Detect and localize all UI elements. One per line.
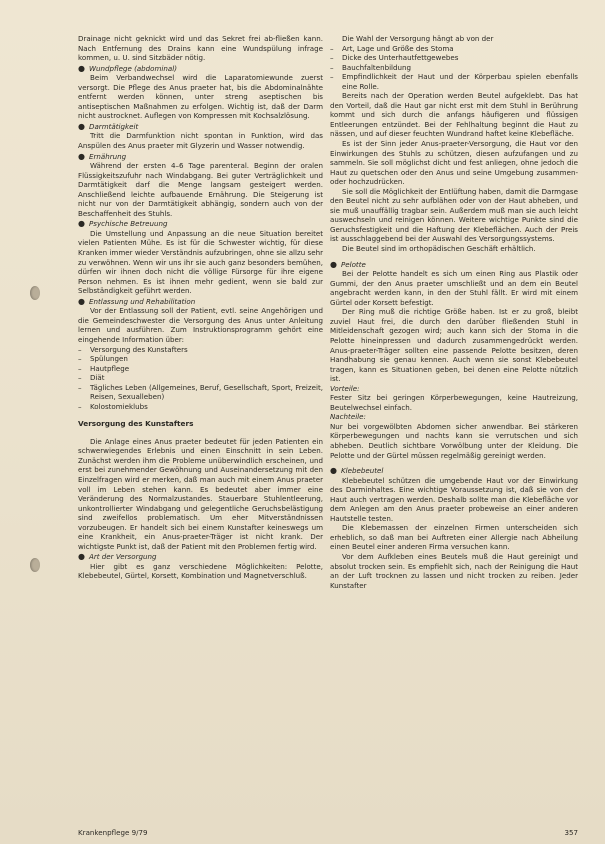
paragraph: Während der ersten 4–6 Tage parenteral. Beginn der oralen Flüssigkeitszufuhr nach Windabgang. Bei guter Verträglichkeit und Darmtätigkeit darf die Menge langsam gesteigert werden. Anschließend leichte aufbauende Ernährung. Die Steigerung ist nicht nur von der Darmtätigkeit abhängig, sondern auch von der Beschaffenheit des Stuhls. [78, 161, 323, 218]
bullet-icon: ● [78, 296, 85, 306]
list-item: – Diät [78, 373, 323, 383]
list-item: – Versorgung des Kunstafters [78, 345, 323, 355]
paragraph: Die Umstellung und Anpassung an die neue Situation bereitet vielen Patienten Mühe. Es ist für die Schwester wichtig, für diese Kranken immer wieder Verständnis aufzubringen, ohne sie allzu sehr zu verwöhnen. Wenn wir uns ihr sie auch ganz besonders bemühen, dürfen wir ihnen doch nicht die völlige Fürsorge für ihre eigene Person nehmen. Es ist ihnen mehr gedient, wenn sie bald zur Selbständigkeit geführt werden. [78, 228, 323, 296]
paragraph: Die Klebemassen der einzelnen Firmen unterscheiden sich erheblich, so daß man bei Auftreten einer Allergie nach Abheilung einen Beutel einer anderen Firma versuchen kann. [330, 523, 578, 552]
bullet-icon: ● [78, 219, 85, 229]
label-nachteile: Nachteile: [330, 412, 366, 422]
paragraph: Nur bei vorgewölbten Abdomen sicher anwendbar. Bei stärkeren Körperbewegungen und nachts kann sie verrutschen und sich abheben. Deutlich sichtbare Vorwölbung unter der Kleidung. Die Pelotte und der Gürtel müssen regelmäßig gereinigt werden. [330, 421, 578, 460]
section-heading-art-der-versorgung: ● Art der Versorgung [78, 552, 157, 562]
paragraph: Fester Sitz bei geringen Körperbewegungen, keine Hautreizung, Beutelwechsel einfach. [330, 393, 578, 412]
list-item: – Empfindlichkeit der Haut und der Körperbau spielen ebenfalls eine Rolle. [330, 72, 578, 91]
paragraph: Drainage nicht geknickt wird und das Sekret frei ab-fließen kann. Nach Entfernung des Drains kann eine Wundspülung infrage kommen, u. U. sind Sitzbäder nötig. [78, 34, 323, 63]
section-heading-wundpflege: ● Wundpflege (abdominal) [78, 63, 177, 73]
list-item: – Kolostomieklubs [78, 402, 323, 412]
section-heading-pelotte: ● Pelotte [330, 259, 366, 269]
list-item: – Hautpflege [78, 364, 323, 374]
paragraph: Tritt die Darmfunktion nicht spontan in Funktion, wird das Anspülen des Anus praeter mit Glyzerin und Wasser notwendig. [78, 131, 323, 151]
list-item: – Art, Lage und Größe des Stoma [330, 44, 578, 54]
list-item: – Dicke des Unterhautfettgewebes [330, 53, 578, 63]
right-column [330, 34, 578, 590]
paragraph: Bei der Pelotte handelt es sich um einen Ring aus Plastik oder Gummi, der den Anus praeter umschließt und an dem ein Beutel angebracht werden kann, in den der Stuhl fällt. Er wird mit einem Gürtel oder Korsett befestigt. [330, 269, 578, 307]
paragraph: Sie soll die Möglichkeit der Entlüftung haben, damit die Darmgase den Beutel nicht zu sehr aufblähen oder von der Haut abheben, und sie muß unauffällig tragbar sein. Außerdem muß man sie auch leicht auswechseln und reinigen können. Weitere wichtige Punkte sind die Geruchsfestigkeit und die Haftung der Klebeflächen. Auch der Preis ist ausschlaggebend bei der Auswahl des Versorgungssystems. [330, 186, 578, 244]
bullet-icon: ● [78, 63, 85, 73]
label-vorteile: Vorteile: [330, 383, 360, 393]
paragraph: Der Ring muß die richtige Größe haben. Ist er zu groß, bleibt zuviel Haut frei, die durch den darüber fließenden Stuhl in Mitleidenschaft gezogen wird; auch kann sich der Stoma in die Pelotte hineinpressen und dadurch zusammengedrückt werden. Anus-praeter-Träger sollten eine passende Pelotte besitzen, deren Handhabung sie genau kennen. Auch wenn sie sonst Klebebeutel tragen, kann es Situationen geben, bei denen eine Pelotte nützlich ist. [330, 307, 578, 384]
paragraph: Vor dem Aufkleben eines Beutels muß die Haut gereinigt und absolut trocken sein. Es empfiehlt sich, nach der Reinigung die Haut an der Luft trocknen zu lassen und nicht trocken zu reiben. Jeder Kunstafter [330, 551, 578, 590]
list-item: – Spülungen [78, 354, 323, 364]
bullet-icon: ● [78, 151, 85, 161]
page-number: 357 [564, 828, 578, 837]
bullet-icon: ● [78, 552, 85, 562]
section-heading-psychische-betreuung: ● Psychische Betreuung [78, 219, 168, 229]
bullet-icon: ● [330, 466, 337, 476]
page-footer [78, 828, 578, 837]
journal-issue: Krankenpflege 9/79 [78, 828, 148, 837]
section-title: Versorgung des Kunstafters [78, 419, 194, 429]
paragraph: Die Anlage eines Anus praeter bedeutet für jeden Patienten ein schwerwiegendes Erlebnis und einen Einschnitt in sein Leben. Zunächst werden ihm die Probleme unüberwindlich erscheinen, und erst bei zunehmender Gewöhnung und Auseinandersetzung mit den Einzelfragen wird er merken, daß man auch mit einem Anus praeter voll im Leben stehen kann. Es bedeutet aber immer eine Veränderung des Normalzustandes. Stauerbare Stuhlentleerung, unkontrollierter Windabgang und gelegentliche Geruchsbelästigung sind zweifellos problematisch. Um eher Mitverständnissen vorzubeugen. Er handelt sich bei einem Kunstafter keineswegs um eine Krankheit, ein Anus-praeter-Träger ist nicht krank. Der wichtigste Punkt ist, daß der Patient mit den Problemen fertig wird. [78, 436, 323, 551]
paragraph: Bereits nach der Operation werden Beutel aufgeklebt. Das hat den Vorteil, daß die Haut gar nicht erst mit dem Stuhl in Berührung kommt und sich durch die anfangs häufigeren und flüssigen Entleerungen entzündet. Bei der Fehlhaltung beginnt die Haut zu nässen, und auf dieser feuchten Wundrand haftet keine Klebefläche. [330, 91, 578, 139]
punch-hole [30, 286, 40, 300]
section-heading-ernaehrung: ● Ernährung [78, 151, 127, 161]
paragraph: Beim Verbandwechsel wird die Laparatomiewunde zuerst versorgt. Die Pflege des Anus praeter hat, bis die Abdominalnähte entfernt werden können, unter streng aseptischen bis antiseptischen Maßnahmen zu erfolgen. Wichtig ist, daß der Darm nicht austrocknet. Auflegen von Kompressen mit Kochsalzlösung. [78, 73, 323, 121]
criteria-list [330, 44, 578, 92]
information-list [78, 345, 323, 412]
list-item: – Bauchfaltenbildung [330, 63, 578, 73]
bullet-icon: ● [78, 121, 85, 131]
paragraph: Vor der Entlassung soll der Patient, evtl. seine Angehörigen und die Gemeindeschwester die Versorgung des Anus unter Anleitung lernen und ausführen. Zum Instruktionsprogramm gehört eine eingehende Information über: [78, 306, 323, 344]
left-column [78, 34, 323, 581]
punch-hole [30, 558, 40, 572]
section-heading-entlassung: ● Entlassung und Rehabilitation [78, 296, 196, 306]
paragraph: Klebebeutel schützen die umgebende Haut vor der Einwirkung des Darminhaltes. Eine wichtige Voraussetzung ist, daß sie von der Haut auch vertragen werden. Deshalb sollte man die Klebefläche vor dem Anlegen am den Anus praeter probeweise an einer anderen Hautstelle testen. [330, 475, 578, 523]
section-heading-klebebeutel: ● Klebebeutel [330, 466, 384, 476]
paragraph: Es ist der Sinn jeder Anus-praeter-Versorgung, die Haut vor den Einwirkungen des Stuhls zu schützen, diesen aufzufangen und zu sammeln. Sie soll möglichst dicht und fest anliegen, ohne jedoch die Haut zu quetschen oder den Anus und seine Umgebung zusammen- oder hochzudrücken. [330, 139, 578, 187]
section-heading-darmtaetigkeit: ● Darmtätigkeit [78, 121, 139, 131]
bullet-icon: ● [330, 259, 337, 269]
paragraph: Die Wahl der Versorgung hängt ab von der [342, 34, 494, 43]
list-item: – Tägliches Leben (Allgemeines, Beruf, Gesellschaft, Sport, Freizeit, Reisen, Sexualleben) [78, 383, 323, 402]
paragraph: Die Beutel sind im orthopädischen Geschäft erhältlich. [342, 244, 536, 254]
paragraph: Hier gibt es ganz verschiedene Möglichkeiten: Pelotte, Klebebeutel, Gürtel, Korsett, Kombination und Magnetverschluß. [78, 561, 323, 581]
